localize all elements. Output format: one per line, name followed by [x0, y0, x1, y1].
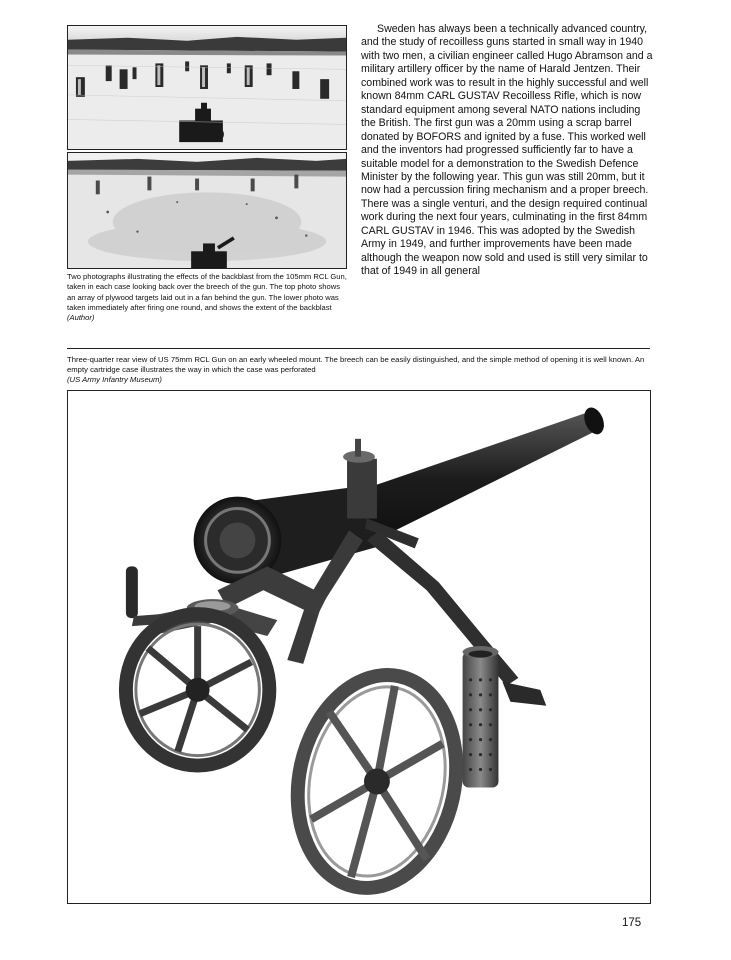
rcl-gun-caption-credit: (US Army Infantry Museum) [67, 375, 162, 385]
article-body [361, 23, 653, 279]
rcl-gun-photo [67, 390, 651, 904]
section-divider [67, 348, 650, 349]
page-number: 175 [622, 917, 642, 929]
backblast-photo-after [67, 152, 347, 269]
backblast-field-image [68, 153, 346, 268]
backblast-photo-pair [67, 25, 347, 269]
rcl-gun-caption [67, 355, 652, 386]
rcl-gun-image [68, 391, 650, 903]
backblast-caption [67, 272, 349, 323]
perforated-cartridge-case [463, 646, 499, 787]
backblast-caption-text: Two photographs illustrating the effects of the backblast from the 105mm RCL Gun, taken in each case looking back over the breech of the gun. The top photo shows an array of plywood targets laid out in a fan behind the gun. The lower photo was taken immediately after firing one round, and shows the extent of the backblast [67, 272, 347, 312]
backblast-photo-before [67, 25, 347, 150]
backblast-caption-credit: (Author) [67, 313, 95, 323]
rcl-gun-caption-text: Three-quarter rear view of US 75mm RCL Gun on an early wheeled mount. The breech can be easily distinguished, and the simple method of opening it is well known. An empty cartridge case illustrates the way in which the case was perforated [67, 355, 645, 375]
body-paragraph: Sweden has always been a technically advanced country, and the study of recoilless guns started in small way in 1940 with two men, a civilian engineer called Hugo Abramson and a military artillery officer by the name of Harald Jentzen. Their combined work was to result in the highly successful and well known 84mm CARL GUSTAV Recoilless Rifle, which is now standard equipment among several NATO nations including the British. The first gun was a 20mm using a scrap barrel donated by BOFORS and ignited by a fuse. This worked well and the inventors had progressed sufficiently far to have a suitable model for a demonstration to the Swedish Defence Minister by the following year. This gun was still 20mm, but it now had a percussion firing mechanism and a proper breech. There was a single venturi, and the design required continual work during the next four years, culminating in the first 84mm CARL GUSTAV in 1946. This was adopted by the Swedish Army in 1949, and further improvements have been made although the weapon now sold and used is still very similar to that of 1949 in all general [361, 23, 653, 278]
targets-field-image [68, 26, 346, 149]
